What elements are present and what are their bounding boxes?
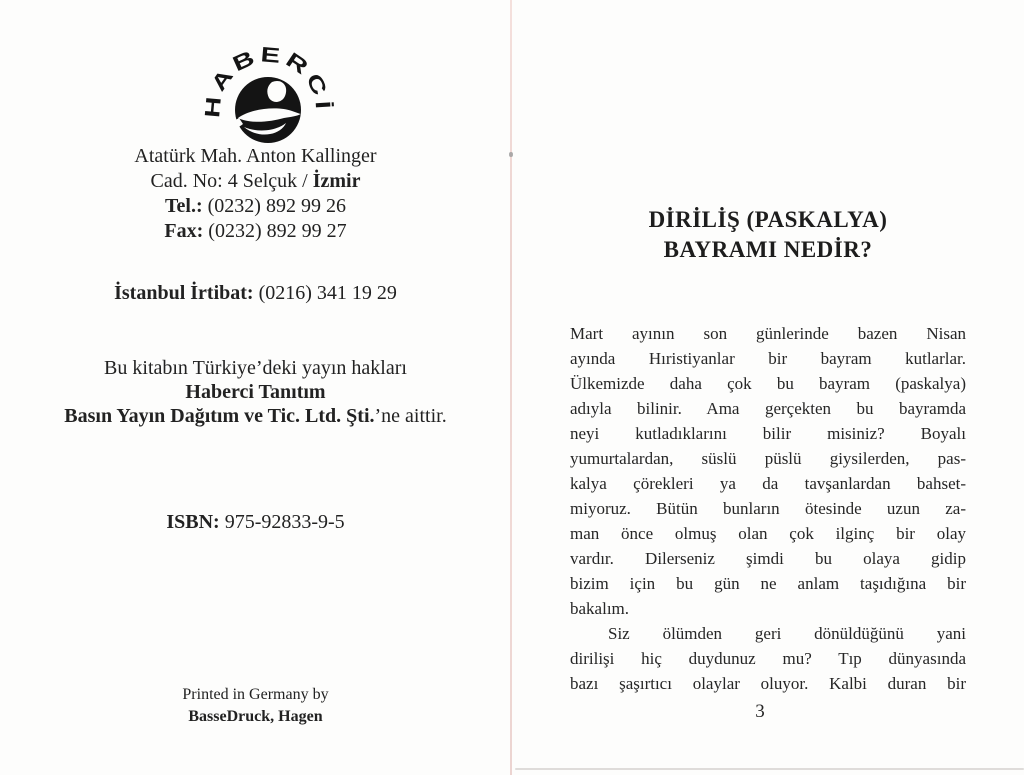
chapter-title-line-1: DİRİLİŞ (PASKALYA) xyxy=(648,207,888,232)
copyright-notice xyxy=(0,356,511,428)
body-line: adıyla bilinir. Ama gerçekten bu bayramda xyxy=(570,399,966,418)
body-line: man önce olmuş olan çok ilginç bir olay xyxy=(570,524,966,543)
dove-logo-icon xyxy=(186,34,350,154)
chapter-body-text xyxy=(570,321,966,696)
printer-line-1: Printed in Germany by xyxy=(182,686,329,703)
publisher-address xyxy=(0,144,511,244)
fax-line: Fax: (0232) 892 99 27 xyxy=(164,220,347,242)
rights-line-1: Bu kitabın Türkiye’deki yayın hakları xyxy=(104,357,407,379)
page-number: 3 xyxy=(755,701,765,722)
rights-line-2: Haberci Tanıtım xyxy=(185,381,326,403)
address-line-2: Cad. No: 4 Selçuk / İzmir xyxy=(150,170,361,192)
body-line: bazı şaşırtıcı olaylar oluyor. Kalbi duran bir xyxy=(570,674,966,693)
body-line: kalya çörekleri ya da tavşanlardan bahset- xyxy=(570,474,966,493)
body-line: neyi kutladıklarını bilir misiniz? Boyalı xyxy=(570,424,966,443)
page-gutter-divider xyxy=(510,0,512,775)
imprint-page xyxy=(0,0,511,775)
gutter-speck xyxy=(509,152,513,157)
page-bottom-edge xyxy=(515,768,1024,770)
body-line: Mart ayının son günlerinde bazen Nisan xyxy=(570,324,966,343)
logo-arc-text: HABERCİ xyxy=(201,43,335,119)
isbn-line: ISBN: 975-92833-9-5 xyxy=(166,511,345,533)
istanbul-contact-line: İstanbul İrtibat: (0216) 341 19 29 xyxy=(114,282,397,304)
body-line: ayında Hıristiyanlar bir bayram kutlarlar. xyxy=(570,349,966,368)
body-line: vardır. Dilerseniz şimdi bu olaya gidip xyxy=(570,549,966,568)
body-line: bizim için bu gün ne anlam taşıdığına bir xyxy=(570,574,966,593)
body-line: miyoruz. Bütün bunların ötesinde uzun za- xyxy=(570,499,966,518)
chapter-title-line-2: BAYRAMI NEDİR? xyxy=(663,237,873,262)
printer-credit xyxy=(0,684,511,728)
chapter-title xyxy=(570,205,966,265)
rights-line-3: Basın Yayın Dağıtım ve Tic. Ltd. Şti.’ne aittir. xyxy=(64,405,447,427)
printer-line-2: BasseDruck, Hagen xyxy=(188,708,323,725)
body-line: bakalım. xyxy=(570,599,630,618)
body-line: dirilişi hiç duydunuz mu? Tıp dünyasında xyxy=(570,649,966,668)
phone-line: Tel.: (0232) 892 99 26 xyxy=(165,195,346,217)
body-line: Siz ölümden geri dönüldüğünü yani xyxy=(608,624,966,643)
body-line: yumurtalardan, süslü püslü giysilerden, pas- xyxy=(570,449,966,468)
haberci-logo xyxy=(186,34,350,154)
body-line: Ülkemizde daha çok bu bayram (paskalya) xyxy=(570,374,966,393)
address-line-1: Atatürk Mah. Anton Kallinger xyxy=(134,145,377,167)
